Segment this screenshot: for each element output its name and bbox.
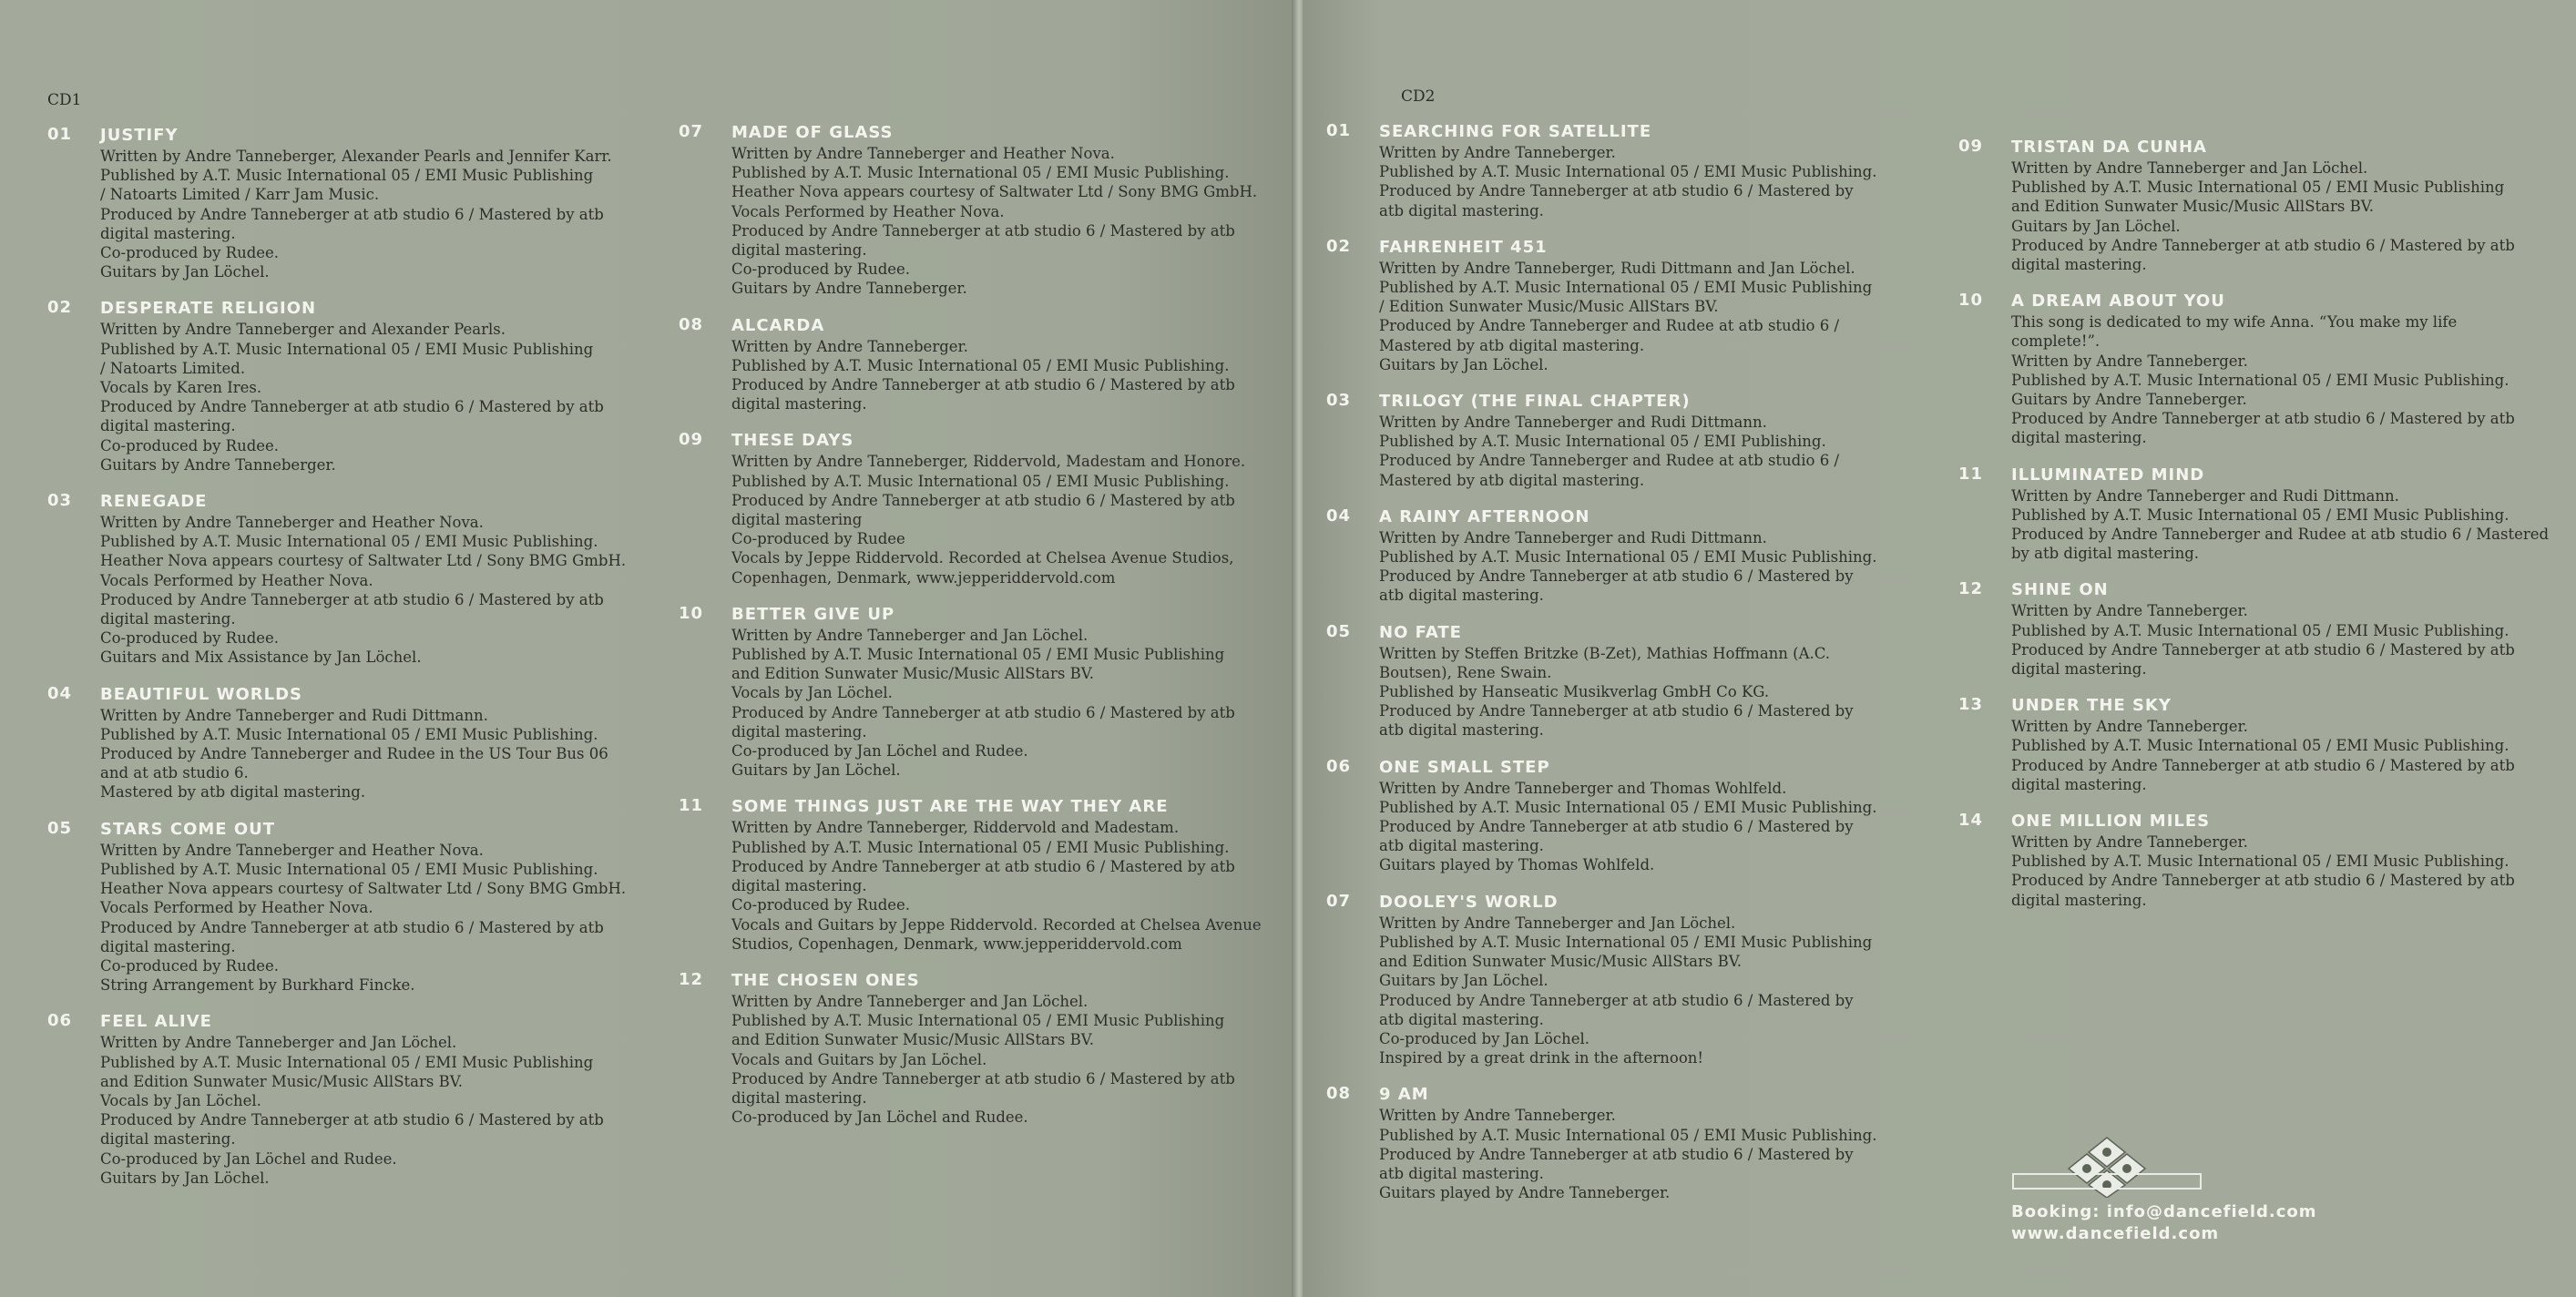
track-number: 11 (1958, 464, 1984, 484)
track-item (1958, 291, 2569, 447)
track-credits: Written by Andre Tanneberger and Rudi Dittmann. Published by A.T. Music International 05 / EMI Music Publishing. Produced by Andre Tanneberger and Rudee in the US Tour Bus 06 and at atb studio 6. Mastered by atb digital mastering. (100, 706, 608, 802)
track-credits: Written by Andre Tanneberger. Published by A.T. Music International 05 / EMI Music Publishing. Produced by Andre Tanneberger at atb studio 6 / Mastered by atb digital mastering. (2011, 833, 2515, 909)
track-body (731, 796, 1284, 953)
cd1-label: CD1 (47, 91, 82, 109)
track-title: SEARCHING FOR SATELLITE (1379, 122, 1652, 141)
track-body (100, 491, 649, 668)
track-title: SHINE ON (2011, 580, 2109, 600)
track-item (679, 122, 1284, 299)
track-title: DOOLEY'S WORLD (1379, 892, 1559, 912)
track-body (731, 122, 1284, 299)
track-title: ONE MILLION MILES (2011, 812, 2211, 832)
track-title: RENEGADE (100, 492, 208, 512)
track-credits: Written by Andre Tanneberger and Jan Löchel. Published by A.T. Music International 05 / EMI Music Publishing and Edition Sunwater Music/Music AllStars BV. Guitars by Jan Löchel. Produced by Andre Tanneberger at atb studio 6 / Mastered by atb digital mastering. (2011, 159, 2515, 274)
track-credits: Written by Andre Tanneberger and Heather Nova. Published by A.T. Music International 05 / EMI Music Publishing. Heather Nova appears courtesy of Saltwater Ltd / Sony BMG GmbH. Vocals Performed by Heather Nova. Produced by Andre Tanneberger at atb studio 6 / Mastered by atb digital mastering. Co-produced by Rudee. String Arrangement by Burkhard Fincke. (100, 841, 627, 995)
track-title: BETTER GIVE UP (731, 604, 895, 624)
website-link[interactable]: www.dancefield.com (2011, 1224, 2220, 1243)
track-item (47, 819, 649, 996)
track-number: 08 (679, 314, 704, 334)
track-number: 08 (1326, 1084, 1352, 1104)
track-number: 01 (47, 125, 73, 144)
track-body (731, 604, 1284, 781)
track-title: ILLUMINATED MIND (2011, 465, 2205, 485)
track-number: 09 (679, 430, 704, 450)
cd2-column-2 (1958, 137, 2569, 926)
footer (2011, 1134, 2317, 1245)
track-item (679, 430, 1284, 587)
track-title: ONE SMALL STEP (1379, 757, 1550, 777)
track-body (1379, 892, 1995, 1068)
track-body (2011, 695, 2569, 794)
track-body (1379, 622, 1995, 740)
track-credits: Written by Andre Tanneberger. Published by A.T. Music International 05 / EMI Music Publishing. Produced by Andre Tanneberger at atb studio 6 / Mastered by atb digital mastering. (2011, 718, 2515, 793)
track-credits: Written by Andre Tanneberger and Thomas Wohlfeld. Published by A.T. Music International 05 / EMI Music Publishing. Produced by Andre Tanneberger at atb studio 6 / Mastered by atb digital mastering. Guitars played by Thomas Wohlfeld. (1379, 779, 1877, 874)
track-credits: Written by Andre Tanneberger. Published by A.T. Music International 05 / EMI Music Publishing. Produced by Andre Tanneberger at atb studio 6 / Mastered by atb digital mastering. (731, 337, 1235, 414)
track-item (679, 970, 1284, 1127)
track-number: 02 (1326, 236, 1352, 256)
track-body (1379, 757, 1995, 875)
track-body (2011, 579, 2569, 679)
track-item (1958, 137, 2569, 274)
track-item (679, 604, 1284, 781)
track-number: 13 (1958, 695, 1984, 715)
track-item (47, 684, 649, 802)
track-item (1326, 121, 1995, 220)
track-number: 01 (1326, 121, 1352, 140)
track-body (2011, 465, 2569, 564)
track-credits: Written by Andre Tanneberger and Rudi Dittmann. Published by A.T. Music International 05 / EMI Music Publishing. Produced by Andre Tanneberger and Rudee at atb studio 6 / Mastered by atb digital mastering. (2011, 486, 2550, 563)
track-item (679, 796, 1284, 953)
track-number: 11 (679, 796, 704, 816)
track-credits: Written by Andre Tanneberger and Jan Löchel. Published by A.T. Music International 05 / EMI Music Publishing and Edition Sunwater Music/Music AllStars BV. Vocals by Jan Löchel. Produced by Andre Tanneberger at atb studio 6 / Mastered by atb digital mastering. Co-produced by Jan Löchel and Rudee. Guitars by Jan Löchel. (731, 626, 1235, 780)
track-title: DESPERATE RELIGION (100, 299, 317, 319)
booking-contact: Booking: info@dancefield.com (2011, 1202, 2317, 1221)
track-item (47, 1011, 649, 1188)
track-credits: Written by Andre Tanneberger, Alexander Pearls and Jennifer Karr. Published by A.T. Music International 05 / EMI Music Publishing / Natoarts Limited / Karr Jam Music. Produced by Andre Tanneberger at atb studio 6 / Mastered by atb digital mastering. Co-produced by Rudee. Guitars by Jan Löchel. (100, 148, 612, 281)
track-title: A RAINY AFTERNOON (1379, 506, 1590, 526)
track-body (100, 684, 649, 802)
track-item (47, 298, 649, 475)
track-number: 04 (47, 683, 73, 703)
track-number: 05 (47, 818, 73, 838)
track-credits: Written by Andre Tanneberger and Jan Löchel. Published by A.T. Music International 05 / EMI Music Publishing and Edition Sunwater Music/Music AllStars BV. Vocals by Jan Löchel. Produced by Andre Tanneberger at atb studio 6 / Mastered by atb digital mastering. Co-produced by Jan Löchel and Rudee. Guitars by Jan Löchel. (100, 1034, 604, 1187)
track-credits: Written by Andre Tanneberger and Heather Nova. Published by A.T. Music International 05 / EMI Music Publishing. Heather Nova appears courtesy of Saltwater Ltd / Sony BMG GmbH. Vocals Performed by Heather Nova. Produced by Andre Tanneberger at atb studio 6 / Mastered by atb digital mastering. Co-produced by Rudee. Guitars and Mix Assistance by Jan Löchel. (100, 514, 627, 667)
track-body (1379, 1084, 1995, 1202)
track-body (100, 125, 649, 281)
track-item (679, 315, 1284, 414)
page-cd2 (1303, 0, 2576, 1297)
track-item (1958, 465, 2569, 564)
track-title: FEEL ALIVE (100, 1012, 212, 1032)
track-body (100, 1011, 649, 1188)
track-credits: Written by Andre Tanneberger and Jan Löchel. Published by A.T. Music International 05 / EMI Music Publishing and Edition Sunwater Music/Music AllStars BV. Guitars by Jan Löchel. Produced by Andre Tanneberger at atb studio 6 / Mastered by atb digital mastering. Co-produced by Jan Löchel. Inspired by a great drink in the afternoon! (1379, 914, 1873, 1067)
track-number: 06 (47, 1011, 73, 1031)
track-number: 14 (1958, 811, 1984, 831)
track-body (1379, 506, 1995, 606)
track-body (2011, 137, 2569, 274)
track-title: 9 AM (1379, 1085, 1429, 1105)
track-title: ALCARDA (731, 315, 825, 335)
track-credits: Written by Andre Tanneberger and Heather Nova. Published by A.T. Music International 05 / EMI Music Publishing. Heather Nova appears courtesy of Saltwater Ltd / Sony BMG GmbH. Vocals Performed by Heather Nova. Produced by Andre Tanneberger at atb studio 6 / Mastered by atb digital mastering. Co-produced by Rudee. Guitars by Andre Tanneberger. (731, 145, 1258, 298)
track-credits: Written by Andre Tanneberger, Riddervold and Madestam. Published by A.T. Music International 05 / EMI Music Publishing. Produced by Andre Tanneberger at atb studio 6 / Mastered by atb digital mastering. Co-produced by Rudee. Vocals and Guitars by Jeppe Riddervold. Recorded at Chelsea Avenue Studios, Copenhagen, Denmark, www.jepperiddervold.com (731, 819, 1262, 953)
track-item (1326, 391, 1995, 490)
track-title: BEAUTIFUL WORLDS (100, 684, 303, 704)
track-body (1379, 237, 1995, 374)
track-title: JUSTIFY (100, 126, 179, 145)
track-body (731, 970, 1284, 1127)
track-item (47, 125, 649, 281)
track-number: 04 (1326, 506, 1352, 526)
track-item (1326, 892, 1995, 1068)
track-title: FAHRENHEIT 451 (1379, 237, 1548, 257)
track-number: 03 (47, 491, 73, 511)
track-item (1958, 579, 2569, 679)
track-number: 07 (679, 122, 704, 141)
dancefield-logo-icon (2011, 1134, 2203, 1198)
track-body (2011, 291, 2569, 447)
track-title: UNDER THE SKY (2011, 696, 2172, 716)
track-title: THESE DAYS (731, 431, 854, 451)
track-body (731, 315, 1284, 414)
track-item (1326, 506, 1995, 606)
track-number: 07 (1326, 891, 1352, 911)
track-number: 03 (1326, 391, 1352, 411)
track-item (1958, 811, 2569, 910)
track-number: 10 (679, 603, 704, 623)
track-credits: Written by Andre Tanneberger, Rudi Dittmann and Jan Löchel. Published by A.T. Music International 05 / EMI Music Publishing / Edition Sunwater Music/Music AllStars BV. Produced by Andre Tanneberger and Rudee at atb studio 6 / Mastered by atb digital mastering. Guitars by Jan Löchel. (1379, 259, 1873, 373)
track-credits: Written by Steffen Britzke (B-Zet), Mathias Hoffmann (A.C. Boutsen), Rene Swain. Published by Hanseatic Musikverlag GmbH Co KG. Produced by Andre Tanneberger at atb studio 6 / Mastered by atb digital mastering. (1379, 644, 1854, 740)
track-credits: Written by Andre Tanneberger and Jan Löchel. Published by A.T. Music International 05 / EMI Music Publishing and Edition Sunwater Music/Music AllStars BV. Vocals and Guitars by Jan Löchel. Produced by Andre Tanneberger at atb studio 6 / Mastered by atb digital mastering. Co-produced by Jan Löchel and Rudee. (731, 992, 1235, 1127)
track-number: 12 (679, 969, 704, 989)
track-title: STARS COME OUT (100, 819, 276, 839)
track-body (731, 430, 1284, 587)
track-title: TRISTAN DA CUNHA (2011, 138, 2207, 157)
track-credits: Written by Andre Tanneberger and Rudi Dittmann. Published by A.T. Music International 05 / EMI Music Publishing. Produced by Andre Tanneberger at atb studio 6 / Mastered by atb digital mastering. (1379, 528, 1877, 605)
cd1-column-1 (47, 91, 649, 1204)
cd2-label: CD2 (1401, 87, 1436, 106)
track-title: NO FATE (1379, 622, 1462, 642)
track-item (1326, 757, 1995, 875)
track-item (47, 491, 649, 668)
track-item (1958, 695, 2569, 794)
track-credits: Written by Andre Tanneberger. Published by A.T. Music International 05 / EMI Music Publishing. Produced by Andre Tanneberger at atb studio 6 / Mastered by atb digital mastering. (1379, 144, 1877, 220)
track-title: MADE OF GLASS (731, 123, 894, 142)
track-number: 05 (1326, 621, 1352, 641)
cd2-column-1 (1303, 87, 1995, 1219)
track-title: TRILOGY (THE FINAL CHAPTER) (1379, 392, 1691, 412)
track-body (100, 298, 649, 475)
track-credits: Written by Andre Tanneberger. Published by A.T. Music International 05 / EMI Music Publishing. Produced by Andre Tanneberger at atb studio 6 / Mastered by atb digital mastering. Guitars played by Andre Tanneberger. (1379, 1107, 1877, 1202)
cd1-column-2 (679, 122, 1284, 1143)
track-body (1379, 121, 1995, 220)
track-body (2011, 811, 2569, 910)
track-body (1379, 391, 1995, 490)
track-credits: Written by Andre Tanneberger, Riddervold, Madestam and Honore. Published by A.T. Music International 05 / EMI Music Publishing. Produced by Andre Tanneberger at atb studio 6 / Mastered by atb digital mastering Co-produced by Rudee Vocals by Jeppe Riddervold. Recorded at Chelsea Avenue Studios, Copenhagen, Denmark, www.jepperiddervold.com (731, 453, 1246, 587)
track-number: 06 (1326, 756, 1352, 776)
track-number: 10 (1958, 291, 1984, 311)
track-credits: Written by Andre Tanneberger and Rudi Dittmann. Published by A.T. Music International 05 / EMI Publishing. Produced by Andre Tanneberger and Rudee at atb studio 6 / Mastered by atb digital mastering. (1379, 414, 1839, 489)
track-title: A DREAM ABOUT YOU (2011, 291, 2225, 311)
track-item (1326, 1084, 1995, 1202)
cd1-track-list-1 (47, 125, 649, 1188)
track-title: THE CHOSEN ONES (731, 970, 920, 990)
track-credits: Written by Andre Tanneberger and Alexander Pearls. Published by A.T. Music International 05 / EMI Music Publishing / Natoarts Limited. Vocals by Karen Ires. Produced by Andre Tanneberger at atb studio 6 / Mastered by atb digital mastering. Co-produced by Rudee. Guitars by Andre Tanneberger. (100, 321, 604, 474)
track-item (1326, 237, 1995, 374)
track-credits: This song is dedicated to my wife Anna. “You make my life complete!”. Written by Andre Tanneberger. Published by A.T. Music International 05 / EMI Music Publishing. Guitars by Andre Tanneberger. Produced by Andre Tanneberger at atb studio 6 / Mastered by atb digital mastering. (2011, 313, 2515, 447)
track-item (1326, 622, 1995, 740)
cd2-track-list-1 (1326, 121, 1995, 1202)
cd2-track-list-2 (1958, 137, 2569, 910)
track-body (100, 819, 649, 996)
track-credits: Written by Andre Tanneberger. Published by A.T. Music International 05 / EMI Music Publishing. Produced by Andre Tanneberger at atb studio 6 / Mastered by atb digital mastering. (2011, 602, 2515, 679)
track-number: 09 (1958, 137, 1984, 156)
track-title: SOME THINGS JUST ARE THE WAY THEY ARE (731, 797, 1169, 817)
track-number: 02 (47, 298, 73, 318)
track-number: 12 (1958, 579, 1984, 599)
cd1-track-list-2 (679, 122, 1284, 1127)
